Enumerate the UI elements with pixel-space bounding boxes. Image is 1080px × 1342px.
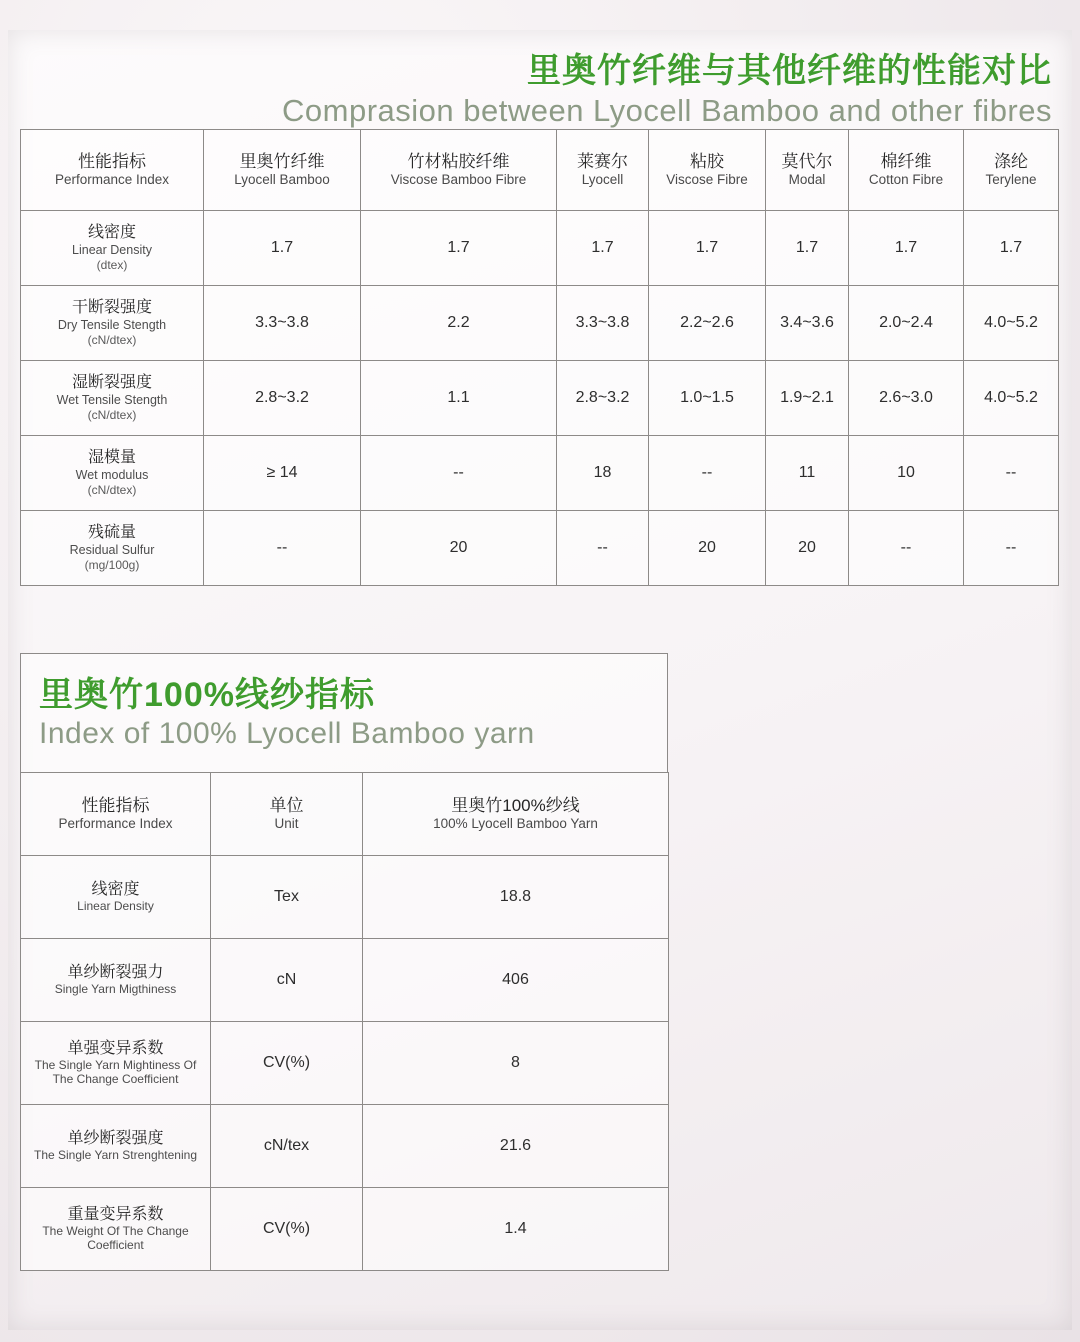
row-label-wet-modulus: 湿模量 Wet modulus (cN/dtex) (21, 435, 204, 510)
column-header-performance-index: 性能指标 Performance Index (21, 772, 211, 855)
cell-value: 1.7 (964, 210, 1059, 285)
cell-value: 1.1 (361, 360, 557, 435)
cell-value: 1.7 (557, 210, 649, 285)
column-header-unit: 单位 Unit (211, 772, 363, 855)
cell-value: 1.7 (766, 210, 849, 285)
cell-value: 1.7 (361, 210, 557, 285)
cell-value: 2.8~3.2 (204, 360, 361, 435)
row-label-single-yarn-mightiness: 单纱断裂强力 Single Yarn Migthiness (21, 938, 211, 1021)
cell-unit: cN (211, 938, 363, 1021)
cell-unit: Tex (211, 855, 363, 938)
cell-value: 18 (557, 435, 649, 510)
table-row (21, 1187, 669, 1270)
row-label-residual-sulfur: 残硫量 Residual Sulfur (mg/100g) (21, 510, 204, 585)
column-header-cotton-fibre: 棉纤维 Cotton Fibre (849, 129, 964, 210)
column-header-terylene: 涤纶 Terylene (964, 129, 1059, 210)
cell-value: 18.8 (363, 855, 669, 938)
cell-value: -- (849, 510, 964, 585)
yarn-index-section (20, 653, 668, 1271)
table-row (21, 938, 669, 1021)
column-header-lyocell-bamboo: 里奥竹纤维 Lyocell Bamboo (204, 129, 361, 210)
comparison-title-cn: 里奥竹纤维与其他纤维的性能对比 (527, 52, 1052, 90)
cell-value: 1.0~1.5 (649, 360, 766, 435)
cell-value: 1.7 (204, 210, 361, 285)
column-header-performance-index: 性能指标 Performance Index (21, 129, 204, 210)
cell-value: 4.0~5.2 (964, 285, 1059, 360)
cell-value: 3.3~3.8 (557, 285, 649, 360)
column-header-lyocell-bamboo-yarn: 里奥竹100%纱线 100% Lyocell Bamboo Yarn (363, 772, 669, 855)
cell-value: 4.0~5.2 (964, 360, 1059, 435)
cell-value: -- (204, 510, 361, 585)
cell-value: 20 (649, 510, 766, 585)
comparison-heading (20, 52, 1058, 129)
column-header-viscose-bamboo-fibre: 竹材粘胶纤维 Viscose Bamboo Fibre (361, 129, 557, 210)
table-row (21, 1021, 669, 1104)
row-label-single-yarn-mightiness-cv: 单强变异系数 The Single Yarn Mightiness Of The Change Coefficient (21, 1021, 211, 1104)
cell-value: 2.2~2.6 (649, 285, 766, 360)
cell-value: -- (649, 435, 766, 510)
row-label-weight-cv: 重量变异系数 The Weight Of The Change Coefficient (21, 1187, 211, 1270)
cell-value: -- (964, 510, 1059, 585)
cell-value: 2.2 (361, 285, 557, 360)
yarn-index-title-en: Index of 100% Lyocell Bamboo yarn (39, 717, 535, 751)
yarn-index-title-cn: 里奥竹100%线纱指标 (39, 676, 375, 714)
table-row (21, 435, 1059, 510)
cell-value: 3.3~3.8 (204, 285, 361, 360)
table-row (21, 1104, 669, 1187)
cell-value: 20 (361, 510, 557, 585)
yarn-index-heading (20, 653, 668, 772)
table-row (21, 285, 1059, 360)
table-row (21, 510, 1059, 585)
table-row (21, 360, 1059, 435)
table-header-row (21, 129, 1059, 210)
column-header-lyocell: 莱赛尔 Lyocell (557, 129, 649, 210)
cell-value: 1.7 (849, 210, 964, 285)
column-header-viscose-fibre: 粘胶 Viscose Fibre (649, 129, 766, 210)
cell-value: 406 (363, 938, 669, 1021)
table-row (21, 210, 1059, 285)
cell-value: 2.8~3.2 (557, 360, 649, 435)
comparison-title-en: Comprasion between Lyocell Bamboo and other fibres (282, 93, 1052, 129)
cell-value: -- (964, 435, 1059, 510)
row-label-dry-tensile-strength: 干断裂强度 Dry Tensile Stength (cN/dtex) (21, 285, 204, 360)
cell-value: 1.4 (363, 1187, 669, 1270)
cell-value: -- (557, 510, 649, 585)
comparison-section (20, 52, 1058, 586)
cell-value: 11 (766, 435, 849, 510)
cell-value: -- (361, 435, 557, 510)
cell-unit: CV(%) (211, 1021, 363, 1104)
cell-value: 20 (766, 510, 849, 585)
cell-value: 3.4~3.6 (766, 285, 849, 360)
cell-value: 8 (363, 1021, 669, 1104)
cell-value: 2.0~2.4 (849, 285, 964, 360)
row-label-linear-density: 线密度 Linear Density (21, 855, 211, 938)
table-header-row (21, 772, 669, 855)
comparison-table (20, 129, 1059, 586)
cell-value: ≥ 14 (204, 435, 361, 510)
cell-value: 2.6~3.0 (849, 360, 964, 435)
cell-value: 21.6 (363, 1104, 669, 1187)
cell-unit: cN/tex (211, 1104, 363, 1187)
row-label-linear-density: 线密度 Linear Density (dtex) (21, 210, 204, 285)
cell-value: 10 (849, 435, 964, 510)
cell-unit: CV(%) (211, 1187, 363, 1270)
row-label-wet-tensile-strength: 湿断裂强度 Wet Tensile Stength (cN/dtex) (21, 360, 204, 435)
cell-value: 1.7 (649, 210, 766, 285)
column-header-modal: 莫代尔 Modal (766, 129, 849, 210)
row-label-single-yarn-strength: 单纱断裂强度 The Single Yarn Strenghtening (21, 1104, 211, 1187)
table-row (21, 855, 669, 938)
yarn-index-table (20, 772, 669, 1271)
cell-value: 1.9~2.1 (766, 360, 849, 435)
